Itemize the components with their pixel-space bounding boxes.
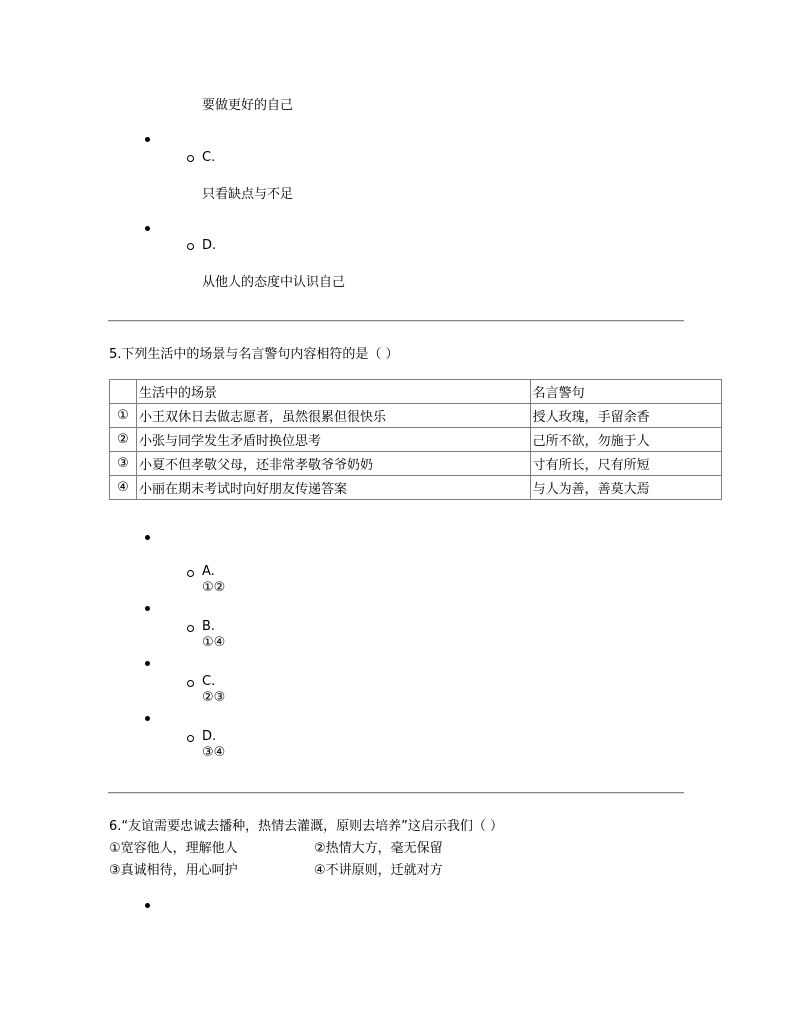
- list-bullet: [145, 137, 150, 142]
- option-b-label: B.: [202, 619, 216, 634]
- option-d-value: ③④: [202, 745, 226, 760]
- row-num: ①: [110, 404, 137, 428]
- question-5-text: 5.下列生活中的场景与名言警句内容相符的是（ ）: [109, 347, 399, 362]
- option-c-text: 只看缺点与不足: [202, 187, 294, 202]
- row-num: ②: [110, 428, 137, 452]
- question-5-table: [109, 379, 722, 500]
- row-num: ③: [110, 452, 137, 476]
- row-quote: 己所不欲，勿施于人: [530, 428, 721, 452]
- divider: [108, 320, 684, 322]
- table-row: [110, 452, 722, 476]
- table-row: [110, 404, 722, 428]
- option-a-label: A.: [202, 564, 215, 579]
- table-row: [110, 428, 722, 452]
- list-bullet: [145, 903, 150, 908]
- row-num: ④: [110, 476, 137, 500]
- list-bullet: [145, 661, 150, 666]
- option-d-radio[interactable]: [187, 243, 194, 250]
- q6-item: ①宽容他人，理解他人: [109, 841, 238, 856]
- divider: [108, 792, 684, 794]
- option-d-label: D.: [202, 238, 217, 253]
- row-scene: 小丽在期末考试时向好朋友传递答案: [136, 476, 530, 500]
- list-bullet: [145, 716, 150, 721]
- table-header-quote: 名言警句: [530, 380, 721, 404]
- question-6-text: 6.“友谊需要忠诚去播种，热情去灌溉，原则去培养”这启示我们（ ）: [109, 819, 504, 834]
- list-bullet: [145, 606, 150, 611]
- table-header-scene: 生活中的场景: [136, 380, 530, 404]
- option-a-value: ①②: [202, 580, 226, 595]
- table-row: [110, 476, 722, 500]
- table-header-row: [110, 380, 722, 404]
- option-d-radio[interactable]: [187, 735, 194, 742]
- row-quote: 寸有所长，尺有所短: [530, 452, 721, 476]
- row-quote: 授人玫瑰，手留余香: [530, 404, 721, 428]
- q6-item: ③真诚相待，用心呵护: [109, 863, 238, 878]
- option-b-text: 要做更好的自己: [202, 98, 294, 113]
- row-scene: 小王双休日去做志愿者，虽然很累但很快乐: [136, 404, 530, 428]
- option-c-radio[interactable]: [187, 155, 194, 162]
- option-c-value: ②③: [202, 690, 226, 705]
- q6-item: ②热情大方，毫无保留: [314, 841, 443, 856]
- row-quote: 与人为善，善莫大焉: [530, 476, 721, 500]
- option-d-label: D.: [202, 729, 217, 744]
- option-c-radio[interactable]: [187, 680, 194, 687]
- option-b-value: ①④: [202, 635, 226, 650]
- q6-item: ④不讲原则，迁就对方: [314, 863, 443, 878]
- table-header-num: [110, 380, 137, 404]
- option-c-label: C.: [202, 150, 216, 165]
- option-b-radio[interactable]: [187, 625, 194, 632]
- option-c-label: C.: [202, 674, 216, 689]
- list-bullet: [145, 535, 150, 540]
- row-scene: 小张与同学发生矛盾时换位思考: [136, 428, 530, 452]
- option-d-text: 从他人的态度中认识自己: [202, 275, 346, 290]
- option-a-radio[interactable]: [187, 570, 194, 577]
- list-bullet: [145, 226, 150, 231]
- row-scene: 小夏不但孝敬父母，还非常孝敬爷爷奶奶: [136, 452, 530, 476]
